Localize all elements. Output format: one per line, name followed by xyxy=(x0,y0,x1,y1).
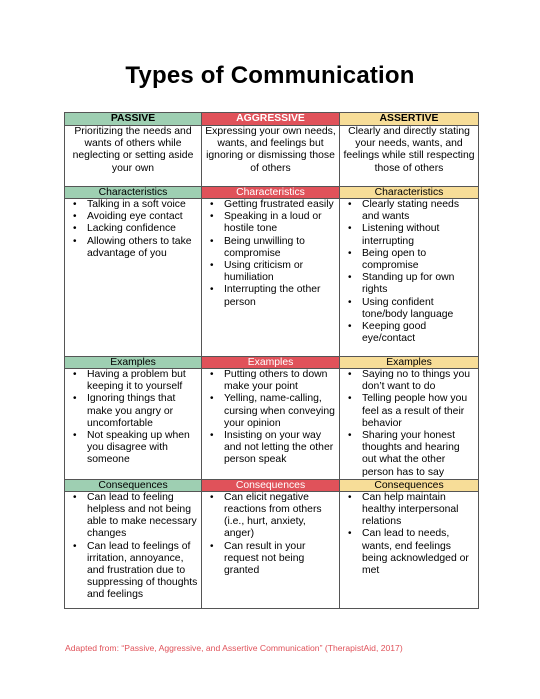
assertive-examples-label: Examples xyxy=(340,357,479,369)
assertive-characteristics xyxy=(340,199,479,357)
aggressive-characteristics-label: Characteristics xyxy=(202,187,340,199)
communication-types-table xyxy=(64,112,479,609)
passive-consequences-label: Consequences xyxy=(65,479,202,491)
list-item: • Can help maintain healthy interpersonal relations xyxy=(362,492,475,529)
bullet-list xyxy=(68,369,198,467)
description-row xyxy=(65,126,479,187)
list-item: • Ignoring things that make you angry or uncomfortable xyxy=(87,393,198,430)
aggressive-consequences xyxy=(202,491,340,608)
list-item: • Sharing your honest thoughts and hearing out what the other person has to say xyxy=(362,430,475,479)
list-item: • Saying no to things you don’t want to do xyxy=(362,369,475,393)
list-item: • Can lead to feeling helpless and not being able to make necessary changes xyxy=(87,492,198,541)
header-row xyxy=(65,113,479,126)
list-item: • Allowing others to take advantage of you xyxy=(87,236,198,260)
bullet-list xyxy=(343,492,475,577)
list-item: • Speaking in a loud or hostile tone xyxy=(224,211,336,235)
passive-header: PASSIVE xyxy=(65,113,202,126)
list-item: • Being unwilling to compromise xyxy=(224,236,336,260)
list-item: • Being open to compromise xyxy=(362,248,475,272)
assertive-description: Clearly and directly stating your needs, wants, and feelings while still respecting those of others xyxy=(340,126,479,187)
aggressive-examples xyxy=(202,369,340,480)
assertive-consequences-label: Consequences xyxy=(340,479,479,491)
source-citation: Adapted from: “Passive, Aggressive, and Assertive Communication” (TherapistAid, 2017) xyxy=(65,643,403,653)
passive-characteristics-label: Characteristics xyxy=(65,187,202,199)
list-item: • Getting frustrated easily xyxy=(224,199,336,211)
list-item: • Interrupting the other person xyxy=(224,284,336,308)
list-item: • Using confident tone/body language xyxy=(362,297,475,321)
list-item: • Insisting on your way and not letting the other person speak xyxy=(224,430,336,467)
passive-examples xyxy=(65,369,202,480)
page-title: Types of Communication xyxy=(125,62,415,89)
characteristics-label-row xyxy=(65,187,479,199)
aggressive-examples-label: Examples xyxy=(202,357,340,369)
examples-label-row xyxy=(65,357,479,369)
examples-row xyxy=(65,369,479,480)
aggressive-description: Expressing your own needs, wants, and feelings but ignoring or dismissing those of others xyxy=(202,126,340,187)
passive-examples-label: Examples xyxy=(65,357,202,369)
assertive-header: ASSERTIVE xyxy=(340,113,479,126)
assertive-consequences xyxy=(340,491,479,608)
list-item: • Telling people how you feel as a result of their behavior xyxy=(362,393,475,430)
list-item: • Can elicit negative reactions from others (i.e., hurt, anxiety, anger) xyxy=(224,492,336,541)
bullet-list xyxy=(205,199,336,309)
list-item: • Can lead to needs, wants, end feelings being acknowledged or met xyxy=(362,528,475,577)
list-item: • Clearly stating needs and wants xyxy=(362,199,475,223)
aggressive-header: AGGRESSIVE xyxy=(202,113,340,126)
list-item: • Putting others to down make your point xyxy=(224,369,336,393)
list-item: • Standing up for own rights xyxy=(362,272,475,296)
list-item: • Lacking confidence xyxy=(87,223,198,235)
consequences-label-row xyxy=(65,479,479,491)
list-item: • Can lead to feelings of irritation, annoyance, and frustration due to suppressing of thoughts and feelings xyxy=(87,541,198,602)
passive-consequences xyxy=(65,491,202,608)
bullet-list xyxy=(205,492,336,577)
list-item: • Keeping good eye/contact xyxy=(362,321,475,345)
aggressive-consequences-label: Consequences xyxy=(202,479,340,491)
list-item: • Listening without interrupting xyxy=(362,223,475,247)
bullet-list xyxy=(343,199,475,345)
characteristics-row xyxy=(65,199,479,357)
passive-characteristics xyxy=(65,199,202,357)
list-item: • Can result in your request not being granted xyxy=(224,541,336,578)
assertive-characteristics-label: Characteristics xyxy=(340,187,479,199)
list-item: • Avoiding eye contact xyxy=(87,211,198,223)
bullet-list xyxy=(68,492,198,602)
consequences-row xyxy=(65,491,479,608)
aggressive-characteristics xyxy=(202,199,340,357)
list-item: • Not speaking up when you disagree with someone xyxy=(87,430,198,467)
bullet-list xyxy=(343,369,475,479)
list-item: • Yelling, name-calling, cursing when conveying your opinion xyxy=(224,393,336,430)
passive-description: Prioritizing the needs and wants of others while neglecting or setting aside your own xyxy=(65,126,202,187)
list-item: • Using criticism or humiliation xyxy=(224,260,336,284)
bullet-list xyxy=(68,199,198,260)
assertive-examples xyxy=(340,369,479,480)
list-item: • Talking in a soft voice xyxy=(87,199,198,211)
bullet-list xyxy=(205,369,336,467)
list-item: • Having a problem but keeping it to yourself xyxy=(87,369,198,393)
